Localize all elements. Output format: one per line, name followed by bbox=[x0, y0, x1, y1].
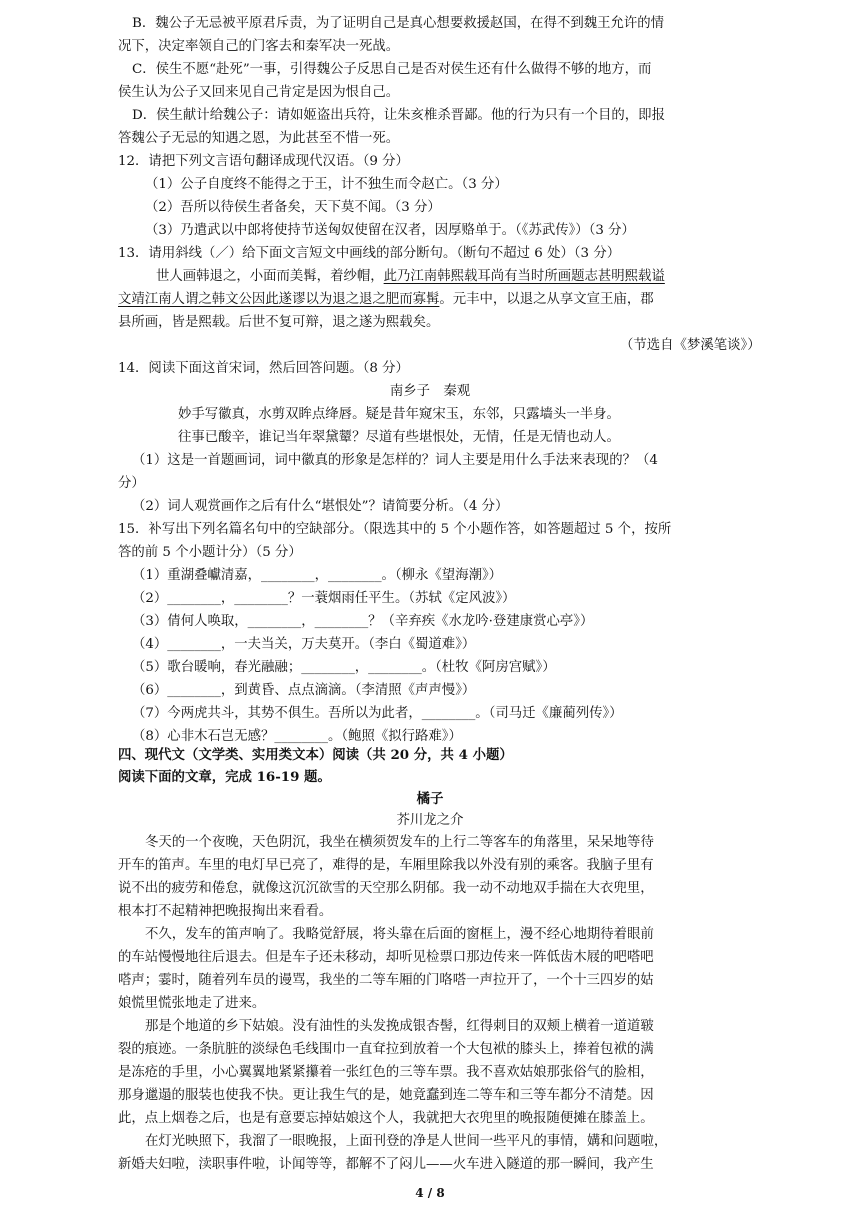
q13-stem: 13．请用斜线（／）给下面文言短文中画线的部分断句。（断句不超过 6 处）（3 分） bbox=[118, 246, 621, 261]
page-number: 4 / 8 bbox=[415, 1186, 445, 1200]
q11-option-b-line1: B．魏公子无忌被平原君斥责，为了证明自己是真心想要救援赵国，在得不到魏王允许的情 bbox=[132, 16, 665, 31]
q12-stem: 12．请把下列文言语句翻译成现代汉语。（9 分） bbox=[118, 154, 409, 169]
q15-stem-line1: 15．补写出下列名篇名句中的空缺部分。（限选其中的 5 个小题作答，如答题超过 5 个，按所 bbox=[118, 522, 672, 537]
article-line: 裂的痕迹。一条肮脏的淡绿色毛线围巾一直耷拉到放着一个大包袱的膝头上，捧着包袱的满 bbox=[118, 1042, 654, 1057]
section-heading: 四、现代文（文学类、实用类文本）阅读（共 20 分，共 4 小题） bbox=[118, 747, 513, 763]
q14-subquestion-1: （1）这是一首题画词，词中徽真的形象是怎样的？词人主要是用什么手法来表现的？（4 bbox=[132, 453, 658, 468]
article-line: 的车站慢慢地往后退去。但是车子还未移动，却听见检票口那边传来一阵低齿木屐的吧嗒吧 bbox=[118, 950, 654, 965]
article-author: 芥川龙之介 bbox=[396, 813, 464, 828]
article-line: 新婚夫妇啦，渎职事件啦，讣闻等等，都解不了闷儿——火车进入隧道的那一瞬间，我产生 bbox=[118, 1157, 654, 1172]
article-line: 说不出的疲劳和倦怠，就像这沉沉欲雪的天空那么阴郁。我一动不动地双手揣在大衣兜里， bbox=[118, 881, 654, 896]
q13-passage-text: 。元丰中，以退之从享文宣王庙，郡 bbox=[439, 292, 654, 307]
q15-item-1: （1）重湖叠巘清嘉，________，________。（柳永《望海潮》） bbox=[132, 568, 503, 583]
q14-subquestion-1-cont: 分） bbox=[118, 476, 145, 491]
q11-option-d-line2: 答魏公子无忌的知遇之恩，为此甚至不惜一死。 bbox=[118, 131, 400, 146]
q15-item-7: （7）今两虎共斗，其势不俱生。吾所以为此者，________。（司马迁《廉蔺列传》） bbox=[132, 706, 623, 721]
q13-passage-line1 bbox=[156, 267, 665, 287]
article-line: 不久，发车的笛声响了。我略觉舒展，将头靠在后面的窗框上，漫不经心地期待着眼前 bbox=[145, 927, 654, 942]
q11-option-c-line1: C．侯生不愿“赴死”一事，引得魏公子反思自己是否对侯生还有什么做得不够的地方，而 bbox=[132, 62, 652, 77]
q12-item-3: （3）乃遣武以中郎将使持节送匈奴使留在汉者，因厚赂单于。（《苏武传》）（3 分） bbox=[145, 223, 635, 238]
q15-item-2: （2）________，________？一蓑烟雨任平生。（苏轼《定风波》） bbox=[132, 591, 516, 606]
article-line: 此，点上烟卷之后，也是有意要忘掉姑娘这个人，我就把大衣兜里的晚报随便摊在膝盖上。 bbox=[118, 1111, 654, 1126]
q11-option-b-line2: 况下，决定率领自己的门客去和秦军决一死战。 bbox=[118, 39, 400, 54]
q13-passage-text: 世人画韩退之，小面而美髯，着纱帽， bbox=[156, 269, 384, 284]
q12-item-2: （2）吾所以待侯生者备矣，天下莫不闻。（3 分） bbox=[145, 200, 441, 215]
article-line: 冬天的一个夜晚，天色阴沉，我坐在横须贺发车的上行二等客车的角落里，呆呆地等待 bbox=[145, 835, 654, 850]
q15-item-3: （3）倩何人唤取，________，________？（辛弃疾《水龙吟·登建康赏心亭》） bbox=[132, 614, 594, 629]
q15-item-8: （8）心非木石岂无感？________。（鲍照《拟行路难》） bbox=[132, 729, 462, 744]
q12-item-1: （1）公子自度终不能得之于王，计不独生而令赵亡。（3 分） bbox=[145, 177, 508, 192]
article-line: 那是个地道的乡下姑娘。没有油性的头发挽成银杏髻，红得刺目的双颊上横着一道道皲 bbox=[145, 1019, 654, 1034]
article-line: 嗒声；霎时，随着列车员的谩骂，我坐的二等车厢的门咯嗒一声拉开了，一个十三四岁的姑 bbox=[118, 973, 654, 988]
poem-line-2: 往事已酸辛，谁记当年翠黛颦？尽道有些堪恨处，无情，任是无情也动人。 bbox=[178, 430, 620, 445]
q11-option-d-line1: D．侯生献计给魏公子：请如姬盗出兵符，让朱亥椎杀晋鄙。他的行为只有一个目的，即报 bbox=[132, 108, 665, 123]
article-title: 橘子 bbox=[416, 791, 444, 807]
article-line: 根本打不起精神把晚报掏出来看看。 bbox=[118, 904, 333, 919]
q13-passage-line3: 县所画，皆是熙载。后世不复可辩，退之遂为熙载矣。 bbox=[118, 315, 440, 330]
article-line: 在灯光映照下，我溜了一眼晚报，上面刊登的净是人世间一些平凡的事情，媾和问题啦， bbox=[145, 1134, 668, 1149]
q13-passage-line2 bbox=[118, 290, 654, 310]
q15-item-5: （5）歌台暖响，春光融融；________，________。（杜牧《阿房宫赋》） bbox=[132, 660, 556, 675]
article-line: 娘慌里慌张地走了进来。 bbox=[118, 996, 266, 1011]
q13-underlined-text: 此乃江南韩熙载耳尚有当时所画题志甚明熙载谥 bbox=[383, 269, 665, 284]
poem-title: 南乡子 秦观 bbox=[389, 384, 471, 399]
q14-subquestion-2: （2）词人观赏画作之后有什么“堪恨处”？请简要分析。（4 分） bbox=[132, 499, 509, 514]
article-line: 开车的笛声。车里的电灯早已亮了，难得的是，车厢里除我以外没有别的乘客。我脑子里有 bbox=[118, 858, 654, 873]
section-instruction: 阅读下面的文章，完成 16-19 题。 bbox=[118, 769, 331, 785]
q15-item-6: （6）________，到黄昏、点点滴滴。（李清照《声声慢》） bbox=[132, 683, 476, 698]
q13-source: （节选自《梦溪笔谈》） bbox=[620, 338, 761, 353]
q14-stem: 14．阅读下面这首宋词，然后回答问题。（8 分） bbox=[118, 361, 409, 376]
q15-stem-line2: 答的前 5 个小题计分）（5 分） bbox=[118, 545, 302, 560]
q13-underlined-text: 文靖江南人谓之韩文公因此遂谬以为退之退之肥而寡髯 bbox=[118, 292, 440, 307]
article-line: 是冻疮的手里，小心翼翼地紧紧攥着一张红色的三等车票。我不喜欢姑娘那张俗气的脸相， bbox=[118, 1065, 654, 1080]
article-line: 那身邋遢的服装也使我不快。更让我生气的是，她竟蠢到连二等车和三等车都分不清楚。因 bbox=[118, 1088, 654, 1103]
q11-option-c-line2: 侯生认为公子又回来见自己肯定是因为恨自己。 bbox=[118, 85, 400, 100]
poem-line-1: 妙手写徽真，水剪双眸点绛唇。疑是昔年窥宋玉，东邻，只露墙头一半身。 bbox=[178, 407, 620, 422]
q15-item-4: （4）________，一夫当关，万夫莫开。（李白《蜀道难》） bbox=[132, 637, 476, 652]
